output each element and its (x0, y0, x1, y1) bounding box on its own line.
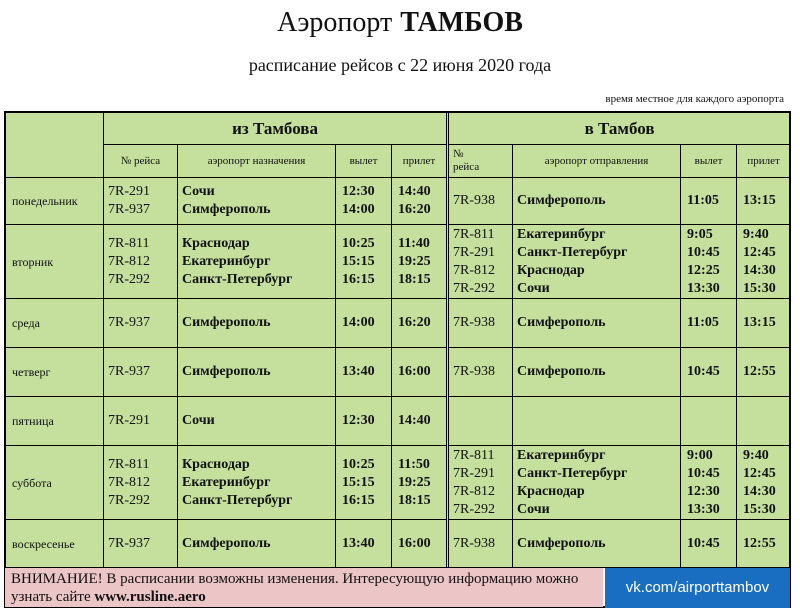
in-dep-cell: 9:05 10:45 12:25 13:30 (681, 225, 737, 299)
day-cell: понедельник (6, 178, 104, 225)
in-arr-cell: 12:55 (737, 348, 791, 397)
in-arr-cell: 9:40 12:45 14:30 15:30 (737, 225, 791, 299)
out-flights-cell: 7R-811 7R-812 7R-292 (104, 446, 178, 520)
out-arr-cell: 14:40 (392, 397, 448, 446)
out-airports-cell: Краснодар Екатеринбург Санкт-Петербург (178, 225, 336, 299)
in-airports-cell: Екатеринбург Санкт-Петербург Краснодар Сочи (513, 225, 681, 299)
out-dep-cell: 12:30 14:00 (336, 178, 392, 225)
out-airports-cell: Краснодар Екатеринбург Санкт-Петербург (178, 446, 336, 520)
out-arr-cell: 16:00 (392, 520, 448, 568)
out-arr-cell: 16:20 (392, 299, 448, 348)
in-arr-cell: 12:55 (737, 520, 791, 568)
in-dep-cell: 11:05 (681, 299, 737, 348)
out-flights-cell: 7R-937 (104, 299, 178, 348)
out-dep-cell: 10:25 15:15 16:15 (336, 225, 392, 299)
table-frame (4, 111, 791, 608)
in-dep-cell: 10:45 (681, 520, 737, 568)
day-cell: четверг (6, 348, 104, 397)
schedule-subtitle: расписание рейсов с 22 июня 2020 года (248, 55, 552, 75)
out-dep-cell: 12:30 (336, 397, 392, 446)
out-dep-cell: 13:40 (336, 348, 392, 397)
title-prefix: Аэропорт (277, 7, 393, 38)
from-header: из Тамбова (104, 113, 448, 145)
out-dep-cell: 13:40 (336, 520, 392, 568)
flight-no-in-header: № рейса (448, 145, 513, 178)
in-airports-cell: Симферополь (513, 348, 681, 397)
out-dep-cell: 14:00 (336, 299, 392, 348)
out-flights-cell: 7R-937 (104, 520, 178, 568)
in-flights-cell: 7R-811 7R-291 7R-812 7R-292 (448, 225, 513, 299)
in-arr-cell: 13:15 (737, 299, 791, 348)
out-dep-cell: 10:25 15:15 16:15 (336, 446, 392, 520)
out-flights-cell: 7R-291 7R-937 (104, 178, 178, 225)
in-dep-cell: 9:00 10:45 12:30 13:30 (681, 446, 737, 520)
out-arr-cell: 11:40 19:25 18:15 (392, 225, 448, 299)
day-cell: среда (6, 299, 104, 348)
day-cell: суббота (6, 446, 104, 520)
in-airports-cell: Екатеринбург Санкт-Петербург Краснодар Сочи (513, 446, 681, 520)
arr-header: прилет (392, 145, 448, 178)
day-cell: вторник (6, 225, 104, 299)
out-flights-cell: 7R-811 7R-812 7R-292 (104, 225, 178, 299)
in-airports-cell: Симферополь (513, 299, 681, 348)
in-airports-cell: Симферополь (513, 520, 681, 568)
in-flights-cell: 7R-938 (448, 299, 513, 348)
orig-airport-header: аэропорт отправления (513, 145, 681, 178)
warning-text: ВНИМАНИЕ! В расписании возможны изменения. Интересующую информацию можно узнать сайте (11, 571, 579, 605)
in-dep-cell: 11:05 (681, 178, 737, 225)
warning-site-link[interactable]: www.rusline.aero (94, 589, 206, 605)
in-flights-cell: 7R-938 (448, 348, 513, 397)
dep-in-header: вылет (681, 145, 737, 178)
out-airports-cell: Сочи (178, 397, 336, 446)
local-time-note: время местное для каждого аэропорта (605, 93, 784, 105)
out-airports-cell: Симферополь (178, 520, 336, 568)
in-dep-cell: 10:45 (681, 348, 737, 397)
vk-link[interactable]: vk.com/airporttambov (605, 567, 790, 608)
in-flights-cell: 7R-811 7R-291 7R-812 7R-292 (448, 446, 513, 520)
out-airports-cell: Симферополь (178, 348, 336, 397)
in-airports-cell: Симферополь (513, 178, 681, 225)
out-arr-cell: 16:00 (392, 348, 448, 397)
title-city: ТАМБОВ (400, 7, 523, 38)
warning-box (5, 567, 603, 607)
in-flights-cell: 7R-938 (448, 178, 513, 225)
out-flights-cell: 7R-937 (104, 348, 178, 397)
day-cell: воскресенье (6, 520, 104, 568)
dest-airport-header: аэропорт назначения (178, 145, 336, 178)
flight-no-header: № рейса (104, 145, 178, 178)
day-cell: пятница (6, 397, 104, 446)
out-arr-cell: 14:40 16:20 (392, 178, 448, 225)
in-flights-cell: 7R-938 (448, 520, 513, 568)
in-arr-cell: 13:15 (737, 178, 791, 225)
out-arr-cell: 11:50 19:25 18:15 (392, 446, 448, 520)
dep-header: вылет (336, 145, 392, 178)
to-header: в Тамбов (448, 113, 791, 145)
out-flights-cell: 7R-291 (104, 397, 178, 446)
in-arr-cell: 9:40 12:45 14:30 15:30 (737, 446, 791, 520)
out-airports-cell: Сочи Симферополь (178, 178, 336, 225)
out-airports-cell: Симферополь (178, 299, 336, 348)
page-title (0, 6, 800, 40)
arr-in-header: прилет (737, 145, 791, 178)
